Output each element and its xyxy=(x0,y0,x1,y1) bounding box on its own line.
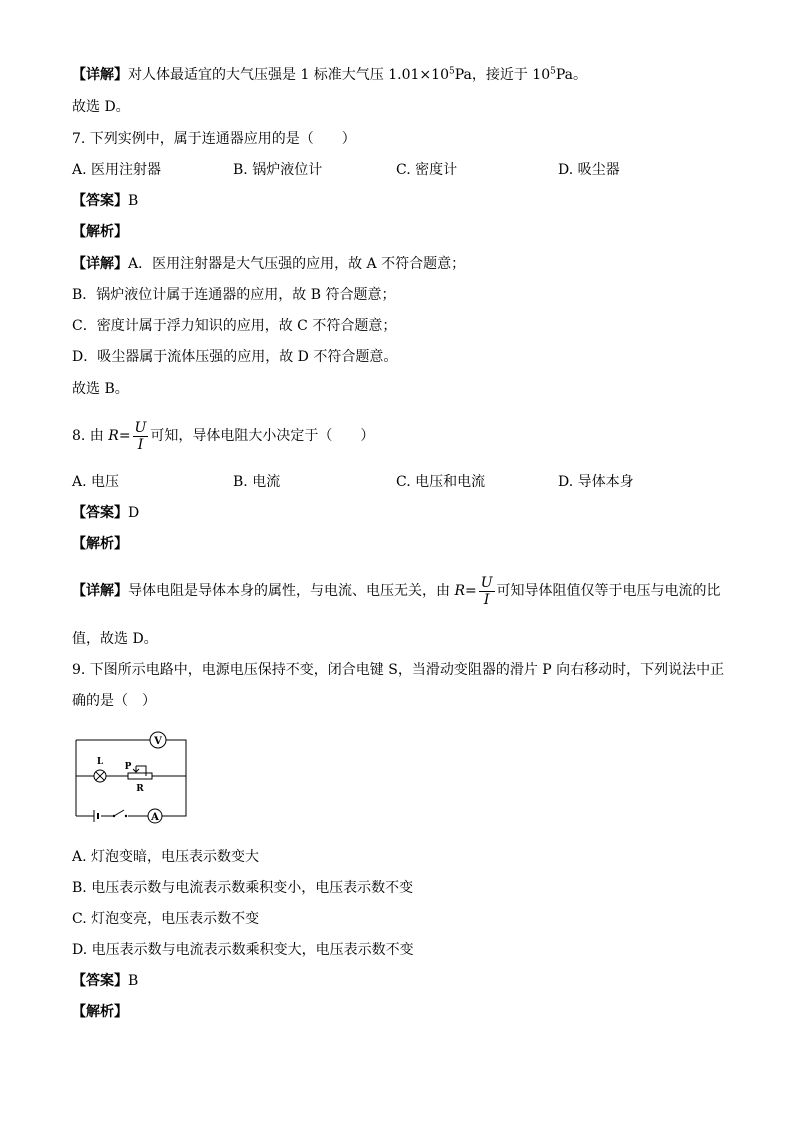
q9-answer: 【答案】B xyxy=(72,973,139,989)
ammeter-icon xyxy=(148,809,162,823)
q9-option-c: C. 灯泡变亮，电压表示数不变 xyxy=(72,911,260,927)
slider-label: P xyxy=(124,762,132,772)
lamp-label: L xyxy=(96,757,104,767)
conclusion-line: 故选 D。 xyxy=(72,99,130,115)
detail-tag: 【详解】 xyxy=(72,256,128,272)
svg-text:A: A xyxy=(151,812,159,823)
q8-answer: 【答案】D xyxy=(72,505,140,521)
q7-detail-2: B．锅炉液位计属于连通器的应用，故 B 符合题意； xyxy=(72,287,396,303)
q8-detail-1: 【详解】导体电阻是导体本身的属性，与电流、电压无关，由 R= $\frac{U}{I}$ 可知导体阻值仅等于电压与电流的比 xyxy=(72,574,721,608)
detail-tag: 【详解】 xyxy=(72,583,128,599)
answer-tag: 【答案】 xyxy=(72,973,128,989)
q9-option-a: A. 灯泡变暗，电压表示数变大 xyxy=(72,849,260,865)
formula-fraction: $\frac{U}{I}$ xyxy=(480,574,493,608)
q7-option-d: D. 吸尘器 xyxy=(558,162,620,178)
question-8: 8. 由 R= $\frac{U}{I}$ 可知，导体电阻大小决定于（ ） xyxy=(72,419,375,453)
question-9-line-1: 9. 下图所示电路中，电源电压保持不变，闭合电键 S，当滑动变阻器的滑片 P 向右移动时，下列说法中正 xyxy=(72,662,725,678)
q9-option-d: D. 电压表示数与电流表示数乘积变大，电压表示数不变 xyxy=(72,942,414,958)
question-9-line-2: 确的是（ ） xyxy=(72,693,156,709)
q9-option-b: B. 电压表示数与电流表示数乘积变小，电压表示数不变 xyxy=(72,880,414,896)
question-7: 7. 下列实例中，属于连通器应用的是（ ） xyxy=(72,131,356,147)
q7-detail-3: C．密度计属于浮力知识的应用，故 C 不符合题意； xyxy=(72,318,397,334)
resistor-label: R xyxy=(136,784,144,794)
q7-option-a: A. 医用注射器 xyxy=(72,162,162,178)
formula-fraction: $\frac{U}{I}$ xyxy=(134,419,147,453)
q7-option-c: C. 密度计 xyxy=(396,162,458,178)
q7-answer: 【答案】B xyxy=(72,193,139,209)
q7-detail-1: 【详解】A．医用注射器是大气压强的应用，故 A 不符合题意； xyxy=(72,256,466,272)
q9-analysis-tag: 【解析】 xyxy=(72,1004,128,1020)
voltmeter-icon xyxy=(150,732,166,748)
q8-option-a: A. 电压 xyxy=(72,474,120,490)
answer-tag: 【答案】 xyxy=(72,193,128,209)
q8-option-c: C. 电压和电流 xyxy=(396,474,486,490)
explanation-line-1: 【详解】对人体最适宜的大气压强是 1 标准大气压 $1.01\times 10^5Pa$，接近于 $10^5Pa$。 xyxy=(72,66,587,83)
circuit-diagram xyxy=(70,728,192,828)
q8-detail-2: 值，故选 D。 xyxy=(72,631,158,647)
detail-tag: 【详解】 xyxy=(72,67,128,83)
lamp-icon xyxy=(94,770,106,782)
q8-analysis-tag: 【解析】 xyxy=(72,536,128,552)
answer-tag: 【答案】 xyxy=(72,505,128,521)
q7-option-b: B. 锅炉液位计 xyxy=(233,162,323,178)
q7-conclusion: 故选 B。 xyxy=(72,381,129,397)
q7-detail-4: D．吸尘器属于流体压强的应用，故 D 不符合题意。 xyxy=(72,349,398,365)
q8-option-d: D. 导体本身 xyxy=(558,474,634,490)
q7-analysis-tag: 【解析】 xyxy=(72,224,128,240)
svg-text:V: V xyxy=(154,736,162,747)
q8-option-b: B. 电流 xyxy=(233,474,281,490)
